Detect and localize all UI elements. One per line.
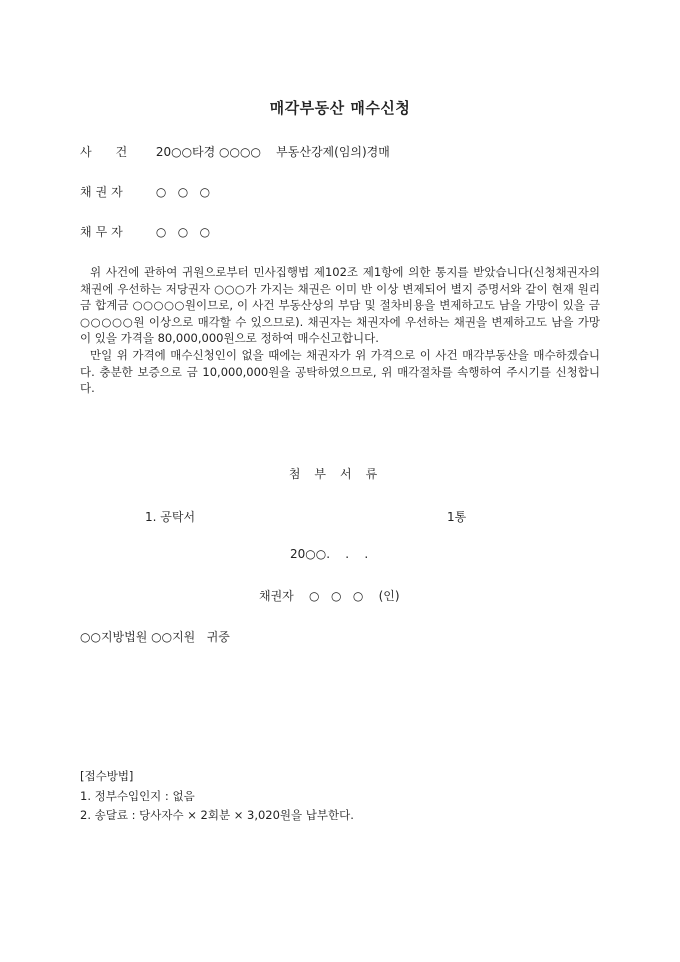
creditor-label: 채권자	[80, 185, 127, 199]
application-date: 20○○. . .	[290, 547, 369, 561]
submission-method-title: [접수방법]	[80, 769, 134, 783]
submission-method-item: 2. 송달료 : 당사자수 × 2회분 × 3,020원을 납부한다.	[80, 808, 354, 822]
debtor-field	[80, 223, 210, 240]
case-label: 사건	[80, 145, 152, 159]
creditor-field	[80, 183, 210, 200]
debtor-value: ○ ○ ○	[155, 225, 211, 239]
application-body	[80, 264, 600, 397]
case-value: 20○○타경 ○○○○ 부동산강제(임의)경매	[155, 145, 390, 159]
debtor-label: 채무자	[80, 225, 127, 239]
court-addressee: ○○지방법원 ○○지원 귀중	[80, 630, 230, 644]
creditor-value: ○ ○ ○	[155, 185, 211, 199]
signer-line: 채권자 ○ ○ ○ (인)	[259, 589, 400, 603]
submission-method-item: 1. 정부수입인지 : 없음	[80, 789, 195, 803]
case-field	[80, 143, 390, 160]
body-paragraph: 만일 위 가격에 매수신청인이 없을 때에는 채권자가 위 가격으로 이 사건 매각부동산을 매수하겠습니다. 충분한 보증으로 금 10,000,000원을 공탁하였으므로, 위 매각절차를 속행하여 주시기를 신청합니다.	[80, 347, 600, 396]
attachment-item-name: 1. 공탁서	[145, 510, 196, 524]
attachments-title: 첨부서류	[288, 467, 392, 481]
document-title: 매각부동산 매수신청	[269, 99, 411, 117]
attachment-item-count: 1통	[447, 510, 467, 524]
body-paragraph: 위 사건에 관하여 귀원으로부터 민사집행법 제102조 제1항에 의한 통지를 받았습니다(신청채권자의 채권에 우선하는 저당권자 ○○○가 가지는 채권은 이미 반 이상 변제되어 별지 증명서와 같이 현재 원리금 합계금 ○○○○○원이므로, 이 사건 부동산상의 부담 및 절차비용을 변제하고도 남을 가망이 있을 금 ○○○○○원 이상으로 매각할 수 있으므로). 채권자는 채권자에 우선하는 채권을 변제하고도 남을 가망이 있을 가격을 80,000,000원으로 정하여 매수신고합니다.	[80, 265, 600, 346]
